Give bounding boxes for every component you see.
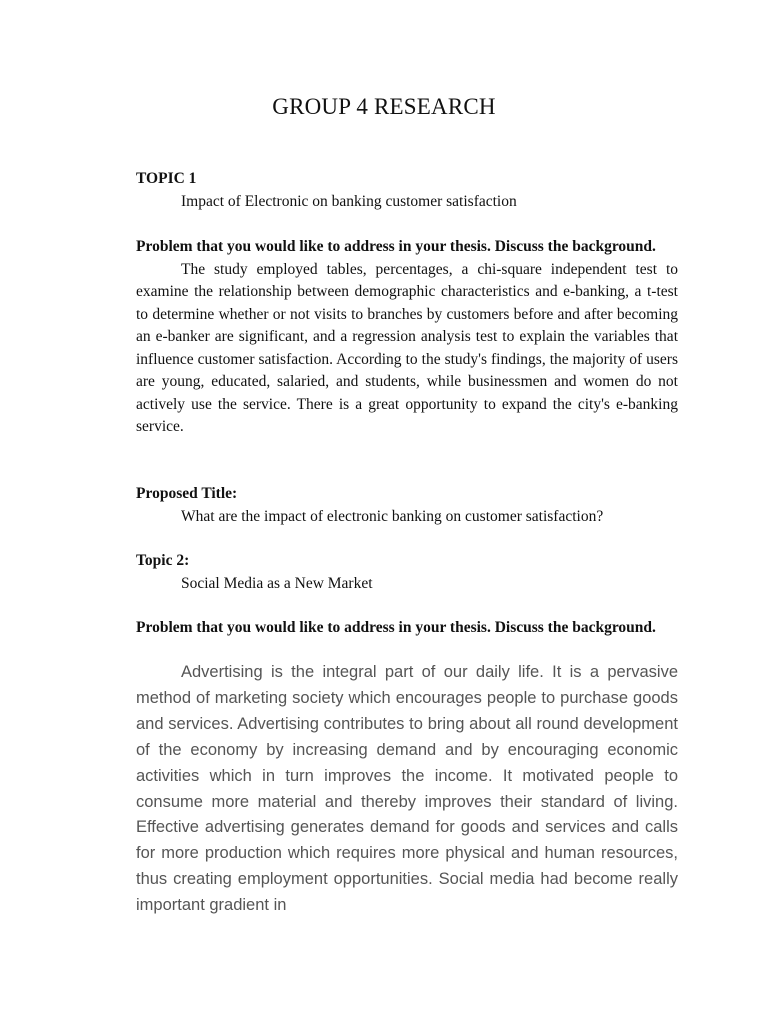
topic1-problem-heading: Problem that you would like to address in your thesis. Discuss the background. <box>136 238 656 255</box>
proposed-title: What are the impact of electronic banking on customer satisfaction? <box>181 507 604 525</box>
topic2-name: Social Media as a New Market <box>181 574 373 592</box>
topic2-problem-heading: Problem that you would like to address in your thesis. Discuss the background. <box>136 619 656 636</box>
topic1-proposed-section <box>136 483 678 528</box>
topic1-section <box>136 168 678 213</box>
topic2-section <box>136 550 678 595</box>
topic1-problem-section <box>136 236 678 439</box>
proposed-title-label: Proposed Title: <box>136 485 238 502</box>
topic2-problem-section <box>136 617 678 640</box>
topic1-label: TOPIC 1 <box>136 170 197 187</box>
topic2-background: Advertising is the integral part of our daily life. It is a pervasive method of marketing society which encourages people to purchase goods and services. Advertising contributes to bring about all round development of the economy by increasing demand and by encouraging economic activities which in turn improves the income. It motivated people to consume more material and thereby improves their standard of living. Effective advertising generates demand for goods and services and calls for more production which requires more physical and human resources, thus creating employment opportunities. Social media had become really important gradient in <box>136 663 678 915</box>
topic2-label: Topic 2: <box>136 552 190 569</box>
topic1-name: Impact of Electronic on banking customer satisfaction <box>181 192 517 210</box>
document-title: GROUP 4 RESEARCH <box>272 94 496 119</box>
topic1-background: The study employed tables, percentages, a chi-square independent test to examine the relationship between demographic characteristics and e-banking, a t-test to determine whether or not visits to branches by customers before and after becoming an e-banker are significant, and a regression analysis test to explain the variables that influence customer satisfaction. According to the study's findings, the majority of users are young, educated, salaried, and students, while businessmen and women do not actively use the service. There is a great opportunity to expand the city's e-banking service. <box>136 260 678 435</box>
